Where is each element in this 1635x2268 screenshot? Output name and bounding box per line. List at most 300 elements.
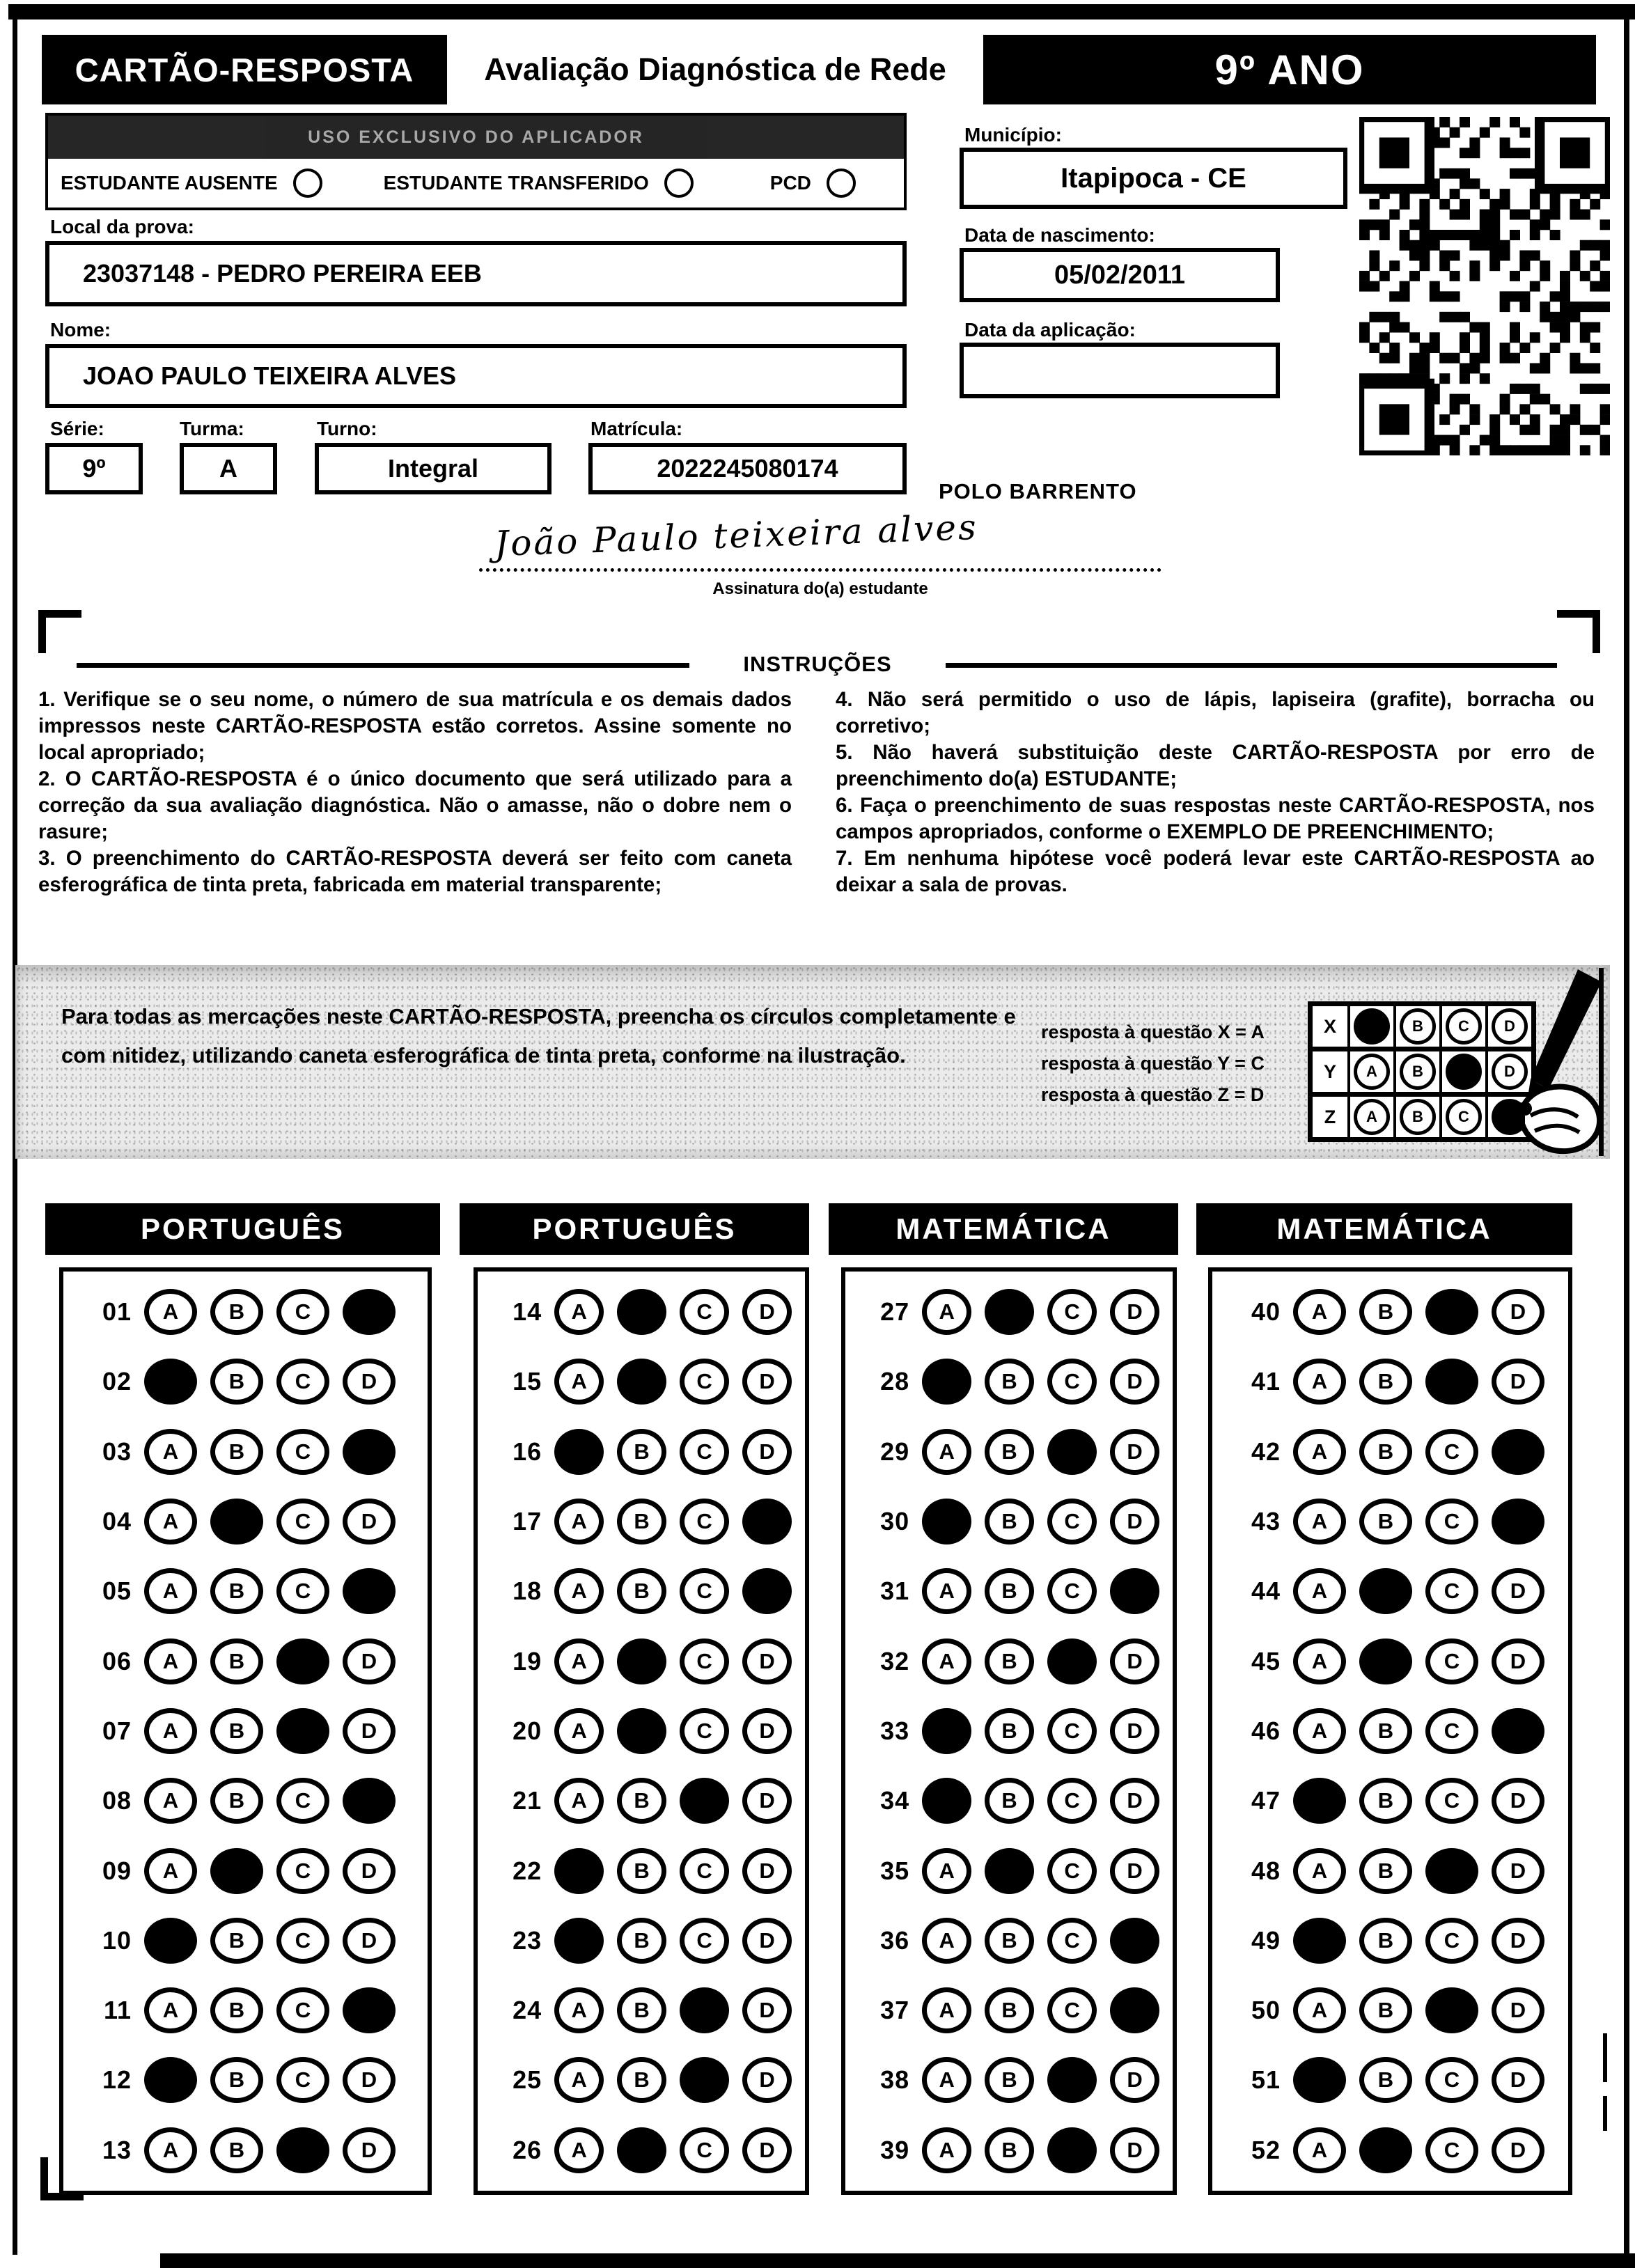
bubble-28-C[interactable]: C: [1047, 1359, 1097, 1405]
bubble-04-D[interactable]: D: [343, 1499, 396, 1544]
bubble-39-C[interactable]: [1047, 2127, 1097, 2173]
question-row-41: [1230, 1359, 1568, 1405]
instructions-right-column: [836, 687, 1595, 898]
bubble-14-A[interactable]: A: [554, 1289, 604, 1335]
bubble-20-C[interactable]: C: [680, 1708, 729, 1754]
bubble-19-B[interactable]: [617, 1639, 666, 1684]
bubble-19-A[interactable]: A: [554, 1639, 604, 1684]
bubble-45-C[interactable]: C: [1425, 1639, 1478, 1684]
bubble-27-C[interactable]: C: [1047, 1289, 1097, 1335]
question-row-40: [1230, 1289, 1568, 1335]
bubble-42-B[interactable]: B: [1359, 1429, 1412, 1475]
header: [42, 35, 1596, 104]
bubble-05-A[interactable]: A: [144, 1568, 197, 1614]
bubble-29-A[interactable]: A: [922, 1429, 971, 1475]
matricula-box: [588, 443, 907, 494]
bubble-43-D[interactable]: [1492, 1499, 1544, 1544]
bubble-05-C[interactable]: C: [276, 1568, 329, 1614]
bubble-26-A[interactable]: A: [554, 2127, 604, 2173]
question-row-36: [863, 1918, 1173, 1964]
question-row-42: [1230, 1429, 1568, 1475]
bubble-25-D[interactable]: D: [742, 2057, 792, 2103]
question-row-50: [1230, 1987, 1568, 2033]
local-da-prova-box: [45, 241, 907, 306]
bubble-20-A[interactable]: A: [554, 1708, 604, 1754]
bubble-08-A[interactable]: A: [144, 1778, 197, 1824]
bubble-50-B[interactable]: B: [1359, 1987, 1412, 2033]
example-bubble-Y-D: D: [1492, 1054, 1528, 1090]
nascimento-value: 05/02/2011: [1054, 260, 1186, 290]
bubble-37-D[interactable]: [1110, 1987, 1159, 2033]
bubble-32-C[interactable]: [1047, 1639, 1097, 1684]
bubble-03-D[interactable]: [343, 1429, 396, 1475]
bubble-09-D[interactable]: D: [343, 1848, 396, 1894]
bubble-22-C[interactable]: C: [680, 1848, 729, 1894]
bubble-41-B[interactable]: B: [1359, 1359, 1412, 1405]
bubble-11-A[interactable]: A: [144, 1987, 197, 2033]
turno-label: Turno:: [317, 418, 377, 439]
example-row-label: Y: [1313, 1051, 1350, 1092]
bubble-32-B[interactable]: B: [985, 1639, 1034, 1684]
bubble-52-A[interactable]: A: [1293, 2127, 1346, 2173]
bubble-43-B[interactable]: B: [1359, 1499, 1412, 1544]
question-row-51: [1230, 2057, 1568, 2103]
bubble-47-D[interactable]: D: [1492, 1778, 1544, 1824]
question-row-39: [863, 2127, 1173, 2173]
bubble-05-D[interactable]: [343, 1568, 396, 1614]
bubble-12-B[interactable]: B: [210, 2057, 263, 2103]
question-row-02: [81, 1359, 428, 1405]
bubble-37-A[interactable]: A: [922, 1987, 971, 2033]
bubble-10-D[interactable]: D: [343, 1918, 396, 1964]
bubble-37-B[interactable]: B: [985, 1987, 1034, 2033]
bubble-34-C[interactable]: C: [1047, 1778, 1097, 1824]
bubble-21-D[interactable]: D: [742, 1778, 792, 1824]
example-legend-line: resposta à questão Y = C: [1041, 1053, 1265, 1074]
example-row-label: Z: [1313, 1097, 1350, 1137]
bubble-23-C[interactable]: C: [680, 1918, 729, 1964]
instructions-title: INSTRUÇÕES: [743, 652, 892, 676]
bubble-39-A[interactable]: A: [922, 2127, 971, 2173]
bubble-37-C[interactable]: C: [1047, 1987, 1097, 2033]
bubble-38-B[interactable]: B: [985, 2057, 1034, 2103]
bubble-31-B[interactable]: B: [985, 1568, 1034, 1614]
aplicacao-box[interactable]: [960, 343, 1280, 398]
bubble-17-B[interactable]: B: [617, 1499, 666, 1544]
bubble-36-D[interactable]: [1110, 1918, 1159, 1964]
card-title: CARTÃO-RESPOSTA: [42, 35, 447, 104]
bubble-49-B[interactable]: B: [1359, 1918, 1412, 1964]
status-label: PCD: [769, 172, 811, 194]
bubble-46-D[interactable]: [1492, 1708, 1544, 1754]
bubble-44-A[interactable]: A: [1293, 1568, 1346, 1614]
bubble-33-B[interactable]: B: [985, 1708, 1034, 1754]
bubble-10-C[interactable]: C: [276, 1918, 329, 1964]
bubble-25-B[interactable]: B: [617, 2057, 666, 2103]
bubble-31-D[interactable]: [1110, 1568, 1159, 1614]
bubble-45-A[interactable]: A: [1293, 1639, 1346, 1684]
polo-label: POLO BARRENTO: [939, 479, 1137, 503]
example-bubble-Z-B: B: [1400, 1099, 1436, 1135]
bubble-52-C[interactable]: C: [1425, 2127, 1478, 2173]
bubble-13-C[interactable]: [276, 2127, 329, 2173]
applicator-box: [45, 113, 907, 210]
question-row-29: [863, 1429, 1173, 1475]
bubble-17-C[interactable]: C: [680, 1499, 729, 1544]
bubble-15-B[interactable]: [617, 1359, 666, 1405]
bubble-27-D[interactable]: D: [1110, 1289, 1159, 1335]
question-row-30: [863, 1499, 1173, 1544]
bubble-26-B[interactable]: [617, 2127, 666, 2173]
bubble-49-D[interactable]: D: [1492, 1918, 1544, 1964]
bubble-45-B[interactable]: [1359, 1639, 1412, 1684]
bubble-40-C[interactable]: [1425, 1289, 1478, 1335]
bubble-36-C[interactable]: C: [1047, 1918, 1097, 1964]
turma-box: [180, 443, 277, 494]
question-number: 19: [513, 1646, 542, 1675]
signature-label: Assinatura do(a) estudante: [712, 579, 928, 598]
question-number: 17: [513, 1507, 542, 1536]
bubble-48-B[interactable]: B: [1359, 1848, 1412, 1894]
bubble-45-D[interactable]: D: [1492, 1639, 1544, 1684]
bubble-24-D[interactable]: D: [742, 1987, 792, 2033]
bubble-35-B[interactable]: [985, 1848, 1034, 1894]
question-number: 36: [880, 1925, 910, 1955]
bubble-07-B[interactable]: B: [210, 1708, 263, 1754]
bubble-49-A[interactable]: [1293, 1918, 1346, 1964]
bubble-09-A[interactable]: A: [144, 1848, 197, 1894]
bubble-11-D[interactable]: [343, 1987, 396, 2033]
bubble-49-C[interactable]: C: [1425, 1918, 1478, 1964]
bubble-51-D[interactable]: D: [1492, 2057, 1544, 2103]
bubble-24-B[interactable]: B: [617, 1987, 666, 2033]
bubble-07-A[interactable]: A: [144, 1708, 197, 1754]
bubble-08-C[interactable]: C: [276, 1778, 329, 1824]
bubble-51-C[interactable]: C: [1425, 2057, 1478, 2103]
bubble-30-C[interactable]: C: [1047, 1499, 1097, 1544]
example-bubble-X-C: C: [1446, 1008, 1482, 1045]
example-bubble-Y-C: [1446, 1054, 1482, 1090]
bubble-51-A[interactable]: [1293, 2057, 1346, 2103]
turma-label: Turma:: [180, 418, 244, 439]
bubble-35-A[interactable]: A: [922, 1848, 971, 1894]
municipio-label: Município:: [964, 124, 1062, 146]
question-number: 24: [513, 1996, 542, 2025]
bubble-43-A[interactable]: A: [1293, 1499, 1346, 1544]
bubble-06-B[interactable]: B: [210, 1639, 263, 1684]
assessment-title: Avaliação Diagnóstica de Rede: [447, 35, 983, 104]
question-row-18: [496, 1568, 805, 1614]
question-row-05: [81, 1568, 428, 1614]
bubble-19-D[interactable]: D: [742, 1639, 792, 1684]
bubble-32-D[interactable]: D: [1110, 1639, 1159, 1684]
question-number: 35: [880, 1856, 910, 1885]
bubble-50-C[interactable]: [1425, 1987, 1478, 2033]
bubble-16-D[interactable]: D: [742, 1429, 792, 1475]
bubble-44-B[interactable]: [1359, 1568, 1412, 1614]
example-bubble-X-D: D: [1492, 1008, 1528, 1045]
transferido-bubble[interactable]: [664, 169, 694, 198]
answer-grid-matematica-2: [1208, 1267, 1572, 2195]
bubble-14-B[interactable]: [617, 1289, 666, 1335]
bubble-46-C[interactable]: C: [1425, 1708, 1478, 1754]
bubble-38-C[interactable]: [1047, 2057, 1097, 2103]
section-header-portugues-2: PORTUGUÊS: [460, 1203, 809, 1255]
bubble-14-C[interactable]: C: [680, 1289, 729, 1335]
bubble-42-C[interactable]: C: [1425, 1429, 1478, 1475]
bubble-28-D[interactable]: D: [1110, 1359, 1159, 1405]
question-row-04: [81, 1499, 428, 1544]
bubble-26-D[interactable]: D: [742, 2127, 792, 2173]
question-number: 28: [880, 1367, 910, 1396]
bubble-20-B[interactable]: [617, 1708, 666, 1754]
question-number: 47: [1251, 1786, 1281, 1815]
instruction-item: 2. O CARTÃO-RESPOSTA é o único documento que será utilizado para a correção da sua avaliação diagnóstica. Não o amasse, não o dobre nem o rasure;: [38, 767, 792, 843]
matricula-value: 2022245080174: [657, 454, 838, 483]
section-header-matematica-1: MATEMÁTICA: [829, 1203, 1178, 1255]
nascimento-label: Data de nascimento:: [964, 224, 1155, 246]
bubble-36-B[interactable]: B: [985, 1918, 1034, 1964]
bubble-12-A[interactable]: [144, 2057, 197, 2103]
bubble-12-D[interactable]: D: [343, 2057, 396, 2103]
bubble-18-D[interactable]: [742, 1568, 792, 1614]
bubble-11-C[interactable]: C: [276, 1987, 329, 2033]
bubble-16-C[interactable]: C: [680, 1429, 729, 1475]
question-row-52: [1230, 2127, 1568, 2173]
question-number: 08: [102, 1786, 132, 1815]
bubble-15-A[interactable]: A: [554, 1359, 604, 1405]
bubble-16-B[interactable]: B: [617, 1429, 666, 1475]
bubble-10-A[interactable]: [144, 1918, 197, 1964]
question-number: 39: [880, 2135, 910, 2164]
ausente-bubble[interactable]: [293, 169, 322, 198]
question-number: 52: [1251, 2135, 1281, 2164]
bubble-46-B[interactable]: B: [1359, 1708, 1412, 1754]
bubble-29-D[interactable]: D: [1110, 1429, 1159, 1475]
instruction-item: 4. Não será permitido o uso de lápis, lapiseira (grafite), borracha ou corretivo;: [836, 688, 1595, 737]
bubble-29-C[interactable]: [1047, 1429, 1097, 1475]
bubble-41-D[interactable]: D: [1492, 1359, 1544, 1405]
bubble-26-C[interactable]: C: [680, 2127, 729, 2173]
bubble-50-A[interactable]: A: [1293, 1987, 1346, 2033]
bubble-02-A[interactable]: [144, 1359, 197, 1405]
question-row-21: [496, 1778, 805, 1824]
instruction-item: 6. Faça o preenchimento de suas respostas neste CARTÃO-RESPOSTA, nos campos apropriados, conforme o EXEMPLO DE PREENCHIMENTO;: [836, 794, 1595, 843]
bubble-52-B[interactable]: [1359, 2127, 1412, 2173]
bubble-33-D[interactable]: D: [1110, 1708, 1159, 1754]
bubble-18-B[interactable]: B: [617, 1568, 666, 1614]
bubble-11-B[interactable]: B: [210, 1987, 263, 2033]
bubble-41-A[interactable]: A: [1293, 1359, 1346, 1405]
bubble-03-C[interactable]: C: [276, 1429, 329, 1475]
example-bubble-Y-A: A: [1354, 1054, 1390, 1090]
bubble-17-A[interactable]: A: [554, 1499, 604, 1544]
bubble-21-B[interactable]: B: [617, 1778, 666, 1824]
bubble-33-A[interactable]: [922, 1708, 971, 1754]
bubble-28-A[interactable]: [922, 1359, 971, 1405]
bubble-24-A[interactable]: A: [554, 1987, 604, 2033]
bubble-30-D[interactable]: D: [1110, 1499, 1159, 1544]
bubble-25-C[interactable]: [680, 2057, 729, 2103]
bubble-03-A[interactable]: A: [144, 1429, 197, 1475]
bubble-23-B[interactable]: B: [617, 1918, 666, 1964]
bubble-17-D[interactable]: [742, 1499, 792, 1544]
bubble-48-A[interactable]: A: [1293, 1848, 1346, 1894]
bubble-13-D[interactable]: D: [343, 2127, 396, 2173]
bubble-38-A[interactable]: A: [922, 2057, 971, 2103]
bubble-13-B[interactable]: B: [210, 2127, 263, 2173]
bubble-44-C[interactable]: C: [1425, 1568, 1478, 1614]
bubble-18-A[interactable]: A: [554, 1568, 604, 1614]
example-bubble-Z-C: C: [1446, 1099, 1482, 1135]
question-row-32: [863, 1639, 1173, 1684]
bubble-30-B[interactable]: B: [985, 1499, 1034, 1544]
bubble-21-C[interactable]: [680, 1778, 729, 1824]
bubble-22-A[interactable]: [554, 1848, 604, 1894]
bubble-19-C[interactable]: C: [680, 1639, 729, 1684]
bubble-06-D[interactable]: D: [343, 1639, 396, 1684]
bubble-08-D[interactable]: [343, 1778, 396, 1824]
question-number: 13: [102, 2135, 132, 2164]
question-row-38: [863, 2057, 1173, 2103]
bubble-40-A[interactable]: A: [1293, 1289, 1346, 1335]
bubble-31-C[interactable]: C: [1047, 1568, 1097, 1614]
bubble-46-A[interactable]: A: [1293, 1708, 1346, 1754]
bubble-22-D[interactable]: D: [742, 1848, 792, 1894]
bubble-14-D[interactable]: D: [742, 1289, 792, 1335]
bubble-30-A[interactable]: [922, 1499, 971, 1544]
question-number: 10: [102, 1925, 132, 1955]
bubble-52-D[interactable]: D: [1492, 2127, 1544, 2173]
bubble-27-A[interactable]: A: [922, 1289, 971, 1335]
bubble-01-D[interactable]: [343, 1289, 396, 1335]
bubble-40-D[interactable]: D: [1492, 1289, 1544, 1335]
bubble-39-D[interactable]: D: [1110, 2127, 1159, 2173]
bubble-08-B[interactable]: B: [210, 1778, 263, 1824]
question-row-19: [496, 1639, 805, 1684]
bubble-48-D[interactable]: D: [1492, 1848, 1544, 1894]
bubble-34-D[interactable]: D: [1110, 1778, 1159, 1824]
question-row-49: [1230, 1918, 1568, 1964]
answer-grid-portugues-1: [59, 1267, 432, 2195]
example-cell: [1396, 1097, 1442, 1137]
bubble-09-B[interactable]: [210, 1848, 263, 1894]
question-number: 12: [102, 2065, 132, 2095]
bubble-20-D[interactable]: D: [742, 1708, 792, 1754]
question-number: 07: [102, 1716, 132, 1745]
question-number: 25: [513, 2065, 542, 2095]
bubble-23-A[interactable]: [554, 1918, 604, 1964]
bubble-25-A[interactable]: A: [554, 2057, 604, 2103]
section-header-portugues-1: PORTUGUÊS: [45, 1203, 440, 1255]
bubble-23-D[interactable]: D: [742, 1918, 792, 1964]
question-row-35: [863, 1848, 1173, 1894]
bubble-01-B[interactable]: B: [210, 1289, 263, 1335]
status-label: ESTUDANTE TRANSFERIDO: [383, 172, 649, 194]
bubble-06-A[interactable]: A: [144, 1639, 197, 1684]
bubble-31-A[interactable]: A: [922, 1568, 971, 1614]
bubble-34-B[interactable]: B: [985, 1778, 1034, 1824]
top-border: [8, 4, 1635, 19]
bubble-32-A[interactable]: A: [922, 1639, 971, 1684]
bubble-04-B[interactable]: [210, 1499, 263, 1544]
status-row: [48, 159, 904, 208]
bubble-47-C[interactable]: C: [1425, 1778, 1478, 1824]
bubble-35-D[interactable]: D: [1110, 1848, 1159, 1894]
question-number: 04: [102, 1507, 132, 1536]
bubble-07-C[interactable]: [276, 1708, 329, 1754]
bubble-41-C[interactable]: [1425, 1359, 1478, 1405]
question-number: 48: [1251, 1856, 1281, 1885]
bubble-35-C[interactable]: C: [1047, 1848, 1097, 1894]
bubble-15-D[interactable]: D: [742, 1359, 792, 1405]
bubble-48-C[interactable]: [1425, 1848, 1478, 1894]
bubble-34-A[interactable]: [922, 1778, 971, 1824]
instructions-rule-right: [946, 663, 1557, 668]
bubble-02-C[interactable]: C: [276, 1359, 329, 1405]
bubble-04-C[interactable]: C: [276, 1499, 329, 1544]
signature-handwriting: João Paulo teixeira alves: [494, 506, 979, 565]
bubble-43-C[interactable]: C: [1425, 1499, 1478, 1544]
bubble-10-B[interactable]: B: [210, 1918, 263, 1964]
bubble-06-C[interactable]: [276, 1639, 329, 1684]
bubble-21-A[interactable]: A: [554, 1778, 604, 1824]
example-cell: [1350, 1051, 1396, 1092]
question-number: 29: [880, 1437, 910, 1466]
bubble-29-B[interactable]: B: [985, 1429, 1034, 1475]
instruction-item: 5. Não haverá substituição deste CARTÃO-RESPOSTA por erro de preenchimento do(a) ESTUDANTE;: [836, 741, 1595, 790]
bubble-03-B[interactable]: B: [210, 1429, 263, 1475]
bubble-42-D[interactable]: [1492, 1429, 1544, 1475]
bubble-12-C[interactable]: C: [276, 2057, 329, 2103]
bubble-04-A[interactable]: A: [144, 1499, 197, 1544]
bubble-33-C[interactable]: C: [1047, 1708, 1097, 1754]
serie-value: 9º: [82, 454, 106, 483]
bubble-42-A[interactable]: A: [1293, 1429, 1346, 1475]
bubble-05-B[interactable]: B: [210, 1568, 263, 1614]
applicator-bar: USO EXCLUSIVO DO APLICADOR: [48, 116, 904, 159]
bubble-13-A[interactable]: A: [144, 2127, 197, 2173]
bubble-24-C[interactable]: [680, 1987, 729, 2033]
bubble-38-D[interactable]: D: [1110, 2057, 1159, 2103]
bubble-09-C[interactable]: C: [276, 1848, 329, 1894]
corner-mark: [38, 610, 46, 653]
bubble-27-B[interactable]: [985, 1289, 1034, 1335]
bubble-16-A[interactable]: [554, 1429, 604, 1475]
question-row-31: [863, 1568, 1173, 1614]
question-number: 23: [513, 1925, 542, 1955]
pcd-bubble[interactable]: [827, 169, 856, 198]
bubble-01-C[interactable]: C: [276, 1289, 329, 1335]
bubble-15-C[interactable]: C: [680, 1359, 729, 1405]
bubble-22-B[interactable]: B: [617, 1848, 666, 1894]
bubble-47-A[interactable]: [1293, 1778, 1346, 1824]
bubble-51-B[interactable]: B: [1359, 2057, 1412, 2103]
bubble-02-B[interactable]: B: [210, 1359, 263, 1405]
bubble-36-A[interactable]: A: [922, 1918, 971, 1964]
bubble-18-C[interactable]: C: [680, 1568, 729, 1614]
instruction-item: 7. Em nenhuma hipótese você poderá levar este CARTÃO-RESPOSTA ao deixar a sala de provas.: [836, 847, 1595, 896]
bubble-39-B[interactable]: B: [985, 2127, 1034, 2173]
bubble-02-D[interactable]: D: [343, 1359, 396, 1405]
bubble-01-A[interactable]: A: [144, 1289, 197, 1335]
bubble-28-B[interactable]: B: [985, 1359, 1034, 1405]
bubble-07-D[interactable]: D: [343, 1708, 396, 1754]
bubble-50-D[interactable]: D: [1492, 1987, 1544, 2033]
bubble-44-D[interactable]: D: [1492, 1568, 1544, 1614]
bubble-47-B[interactable]: B: [1359, 1778, 1412, 1824]
bubble-40-B[interactable]: B: [1359, 1289, 1412, 1335]
